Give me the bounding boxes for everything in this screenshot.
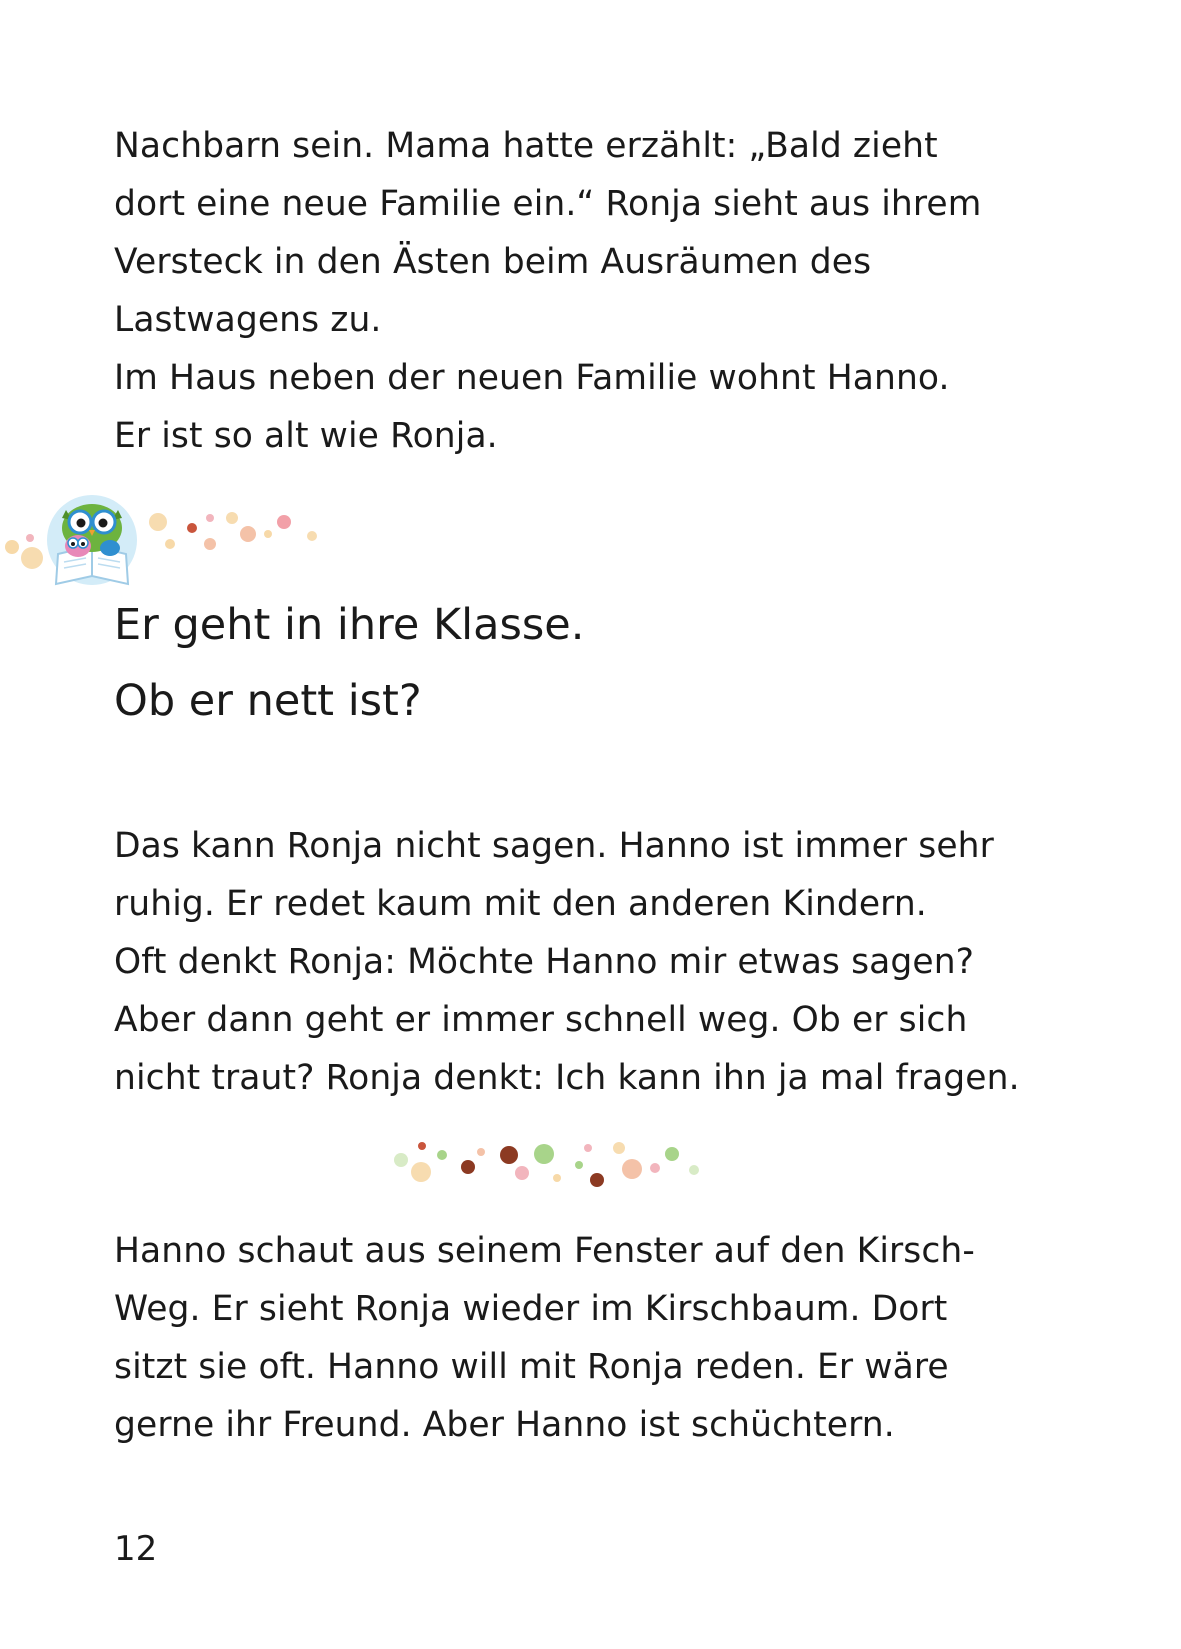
paragraph-2 <box>114 817 1114 1107</box>
text-line: dort eine neue Familie ein.“ Ronja sieht aus ihrem <box>114 184 982 224</box>
paragraph-3 <box>114 1222 1114 1454</box>
text-line: Oft denkt Ronja: Möchte Hanno mir etwas sagen? <box>114 942 975 982</box>
text-line: Versteck in den Ästen beim Ausräumen des <box>114 242 872 282</box>
text-line: Er ist so alt wie Ronja. <box>114 416 498 456</box>
text-line: ruhig. Er redet kaum mit den anderen Kindern. <box>114 884 927 924</box>
text-line: Aber dann geht er immer schnell weg. Ob er sich <box>114 1000 968 1040</box>
text-line: sitzt sie oft. Hanno will mit Ronja reden. Er wäre <box>114 1347 949 1387</box>
text-line: Das kann Ronja nicht sagen. Hanno ist immer sehr <box>114 826 994 866</box>
page-number: 12 <box>114 1529 158 1569</box>
text-line: nicht traut? Ronja denkt: Ich kann ihn ja mal fragen. <box>114 1058 1020 1098</box>
paragraph-1 <box>114 117 1114 465</box>
text-line: Im Haus neben der neuen Familie wohnt Hanno. <box>114 358 950 398</box>
text-line: Nachbarn sein. Mama hatte erzählt: „Bald zieht <box>114 126 938 166</box>
dots-divider-icon <box>385 1130 705 1190</box>
text-line: gerne ihr Freund. Aber Hanno ist schüchtern. <box>114 1405 895 1445</box>
highlight-text <box>114 587 1114 739</box>
highlight-line: Ob er nett ist? <box>114 676 422 726</box>
text-line: Hanno schaut aus seinem Fenster auf den Kirsch- <box>114 1231 975 1271</box>
highlight-line: Er geht in ihre Klasse. <box>114 600 585 650</box>
reading-owl-icon <box>0 488 330 598</box>
text-line: Lastwagens zu. <box>114 300 382 340</box>
text-line: Weg. Er sieht Ronja wieder im Kirschbaum. Dort <box>114 1289 948 1329</box>
